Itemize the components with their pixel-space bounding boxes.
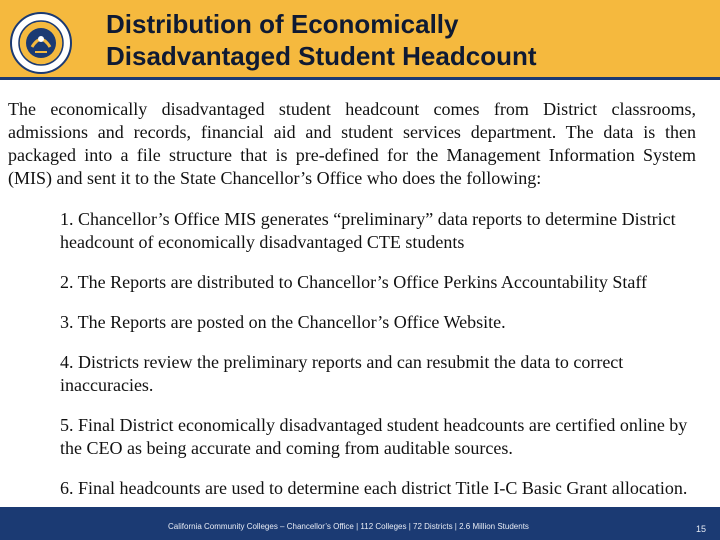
slide-header bbox=[0, 0, 720, 80]
step-item-4: 4. Districts review the preliminary reports and can resubmit the data to correct inaccuracies. bbox=[60, 352, 624, 395]
step-item-6: 6. Final headcounts are used to determine each district Title I-C Basic Grant allocation. bbox=[60, 478, 688, 498]
steps-list bbox=[60, 208, 700, 517]
page-number: 15 bbox=[695, 524, 706, 534]
step-item-1: 1. Chancellor’s Office MIS generates “preliminary” data reports to determine District headcount of economically disadvantaged CTE students bbox=[60, 209, 676, 252]
step-item-2: 2. The Reports are distributed to Chancellor’s Office Perkins Accountability Staff bbox=[60, 272, 648, 292]
step-item-3: 3. The Reports are posted on the Chancellor’s Office Website. bbox=[60, 312, 506, 332]
california-community-colleges-seal-icon bbox=[10, 12, 72, 74]
title-line-1: Distribution of Economically bbox=[106, 9, 459, 39]
footer-text: California Community Colleges – Chancellor’s Office | 112 Colleges | 72 Districts | 2.6 Million Students bbox=[168, 522, 529, 531]
title-line-2: Disadvantaged Student Headcount bbox=[106, 41, 537, 71]
step-item-5: 5. Final District economically disadvantaged student headcounts are certified online by the CEO as being accurate and coming from auditable sources. bbox=[60, 415, 688, 458]
intro-paragraph: The economically disadvantaged student headcount comes from District classrooms, admissions and records, financial aid and student services department. The data is then packaged into a file structure that is pre-defined for the Management Information System (MIS) and sent it to the State Chancellor’s Office who does the following: bbox=[8, 99, 696, 188]
slide-footer bbox=[0, 507, 720, 540]
page-title bbox=[106, 8, 706, 72]
